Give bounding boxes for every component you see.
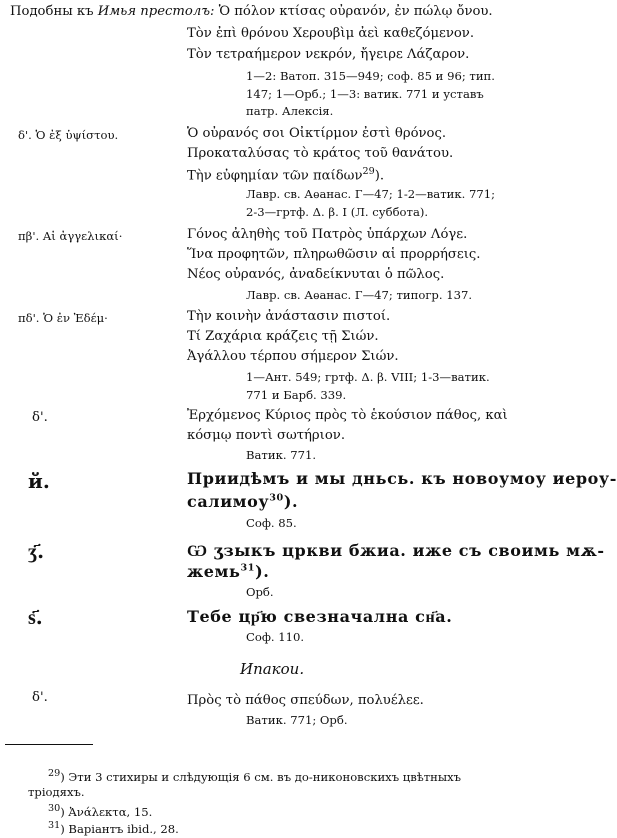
footnote-ref-29: 29 (362, 166, 375, 177)
header-greek-2: Τὸν ἐπὶ θρόνου Χερουβὶμ ἀεὶ καθεζόμενον. (187, 26, 475, 41)
block7-label: ѕ҃. (28, 605, 43, 629)
section-heading: Ипакои. (240, 660, 305, 678)
block3-label: πδ'. Ὁ ἐν Ἐδέμ· (18, 311, 108, 325)
block4-line-2: κόσμῳ ποντὶ σωτήριον. (187, 428, 346, 443)
block4-line-1: Ἐρχόμενος Κύριος πρὸς τὸ ἑκούσιον πάθος, καὶ (187, 408, 508, 423)
footnote-30 (48, 803, 152, 819)
block3-source-2: 771 и Барб. 339. (246, 388, 347, 402)
footnote-29-number: 29 (48, 768, 61, 779)
header-line-1 (10, 4, 493, 19)
block1-source-1: Лавр. св. Аѳанас. Г—47; 1-2—ватик. 771; (246, 187, 496, 201)
block2-label: πβ'. Αἱ ἀγγελικαί· (18, 229, 123, 243)
header-greek-1: Ὁ πόλον κτίσας οὐρανόν, ἐν πώλῳ ὄνου. (218, 4, 493, 19)
block2-line-2: Ἵνα προφητῶν, πληρωθῶσιν αἱ προρρήσεις. (187, 247, 481, 262)
footnote-30-number: 30 (48, 803, 61, 814)
block6-line-2 (187, 562, 269, 581)
footnote-31-number: 31 (48, 820, 61, 831)
block3-line-1: Τὴν κοινὴν ἀνάστασιν πιστοί. (187, 309, 391, 324)
block1-source-2: 2-3—гртф. Δ. β. I (Л. суббота). (246, 205, 429, 219)
header-source-3: патр. Алексія. (246, 104, 334, 118)
footnote-31-text: ) Варіантъ ibid., 28. (60, 821, 179, 836)
block7-line-1: Тебе цр҃ю свезначална сн҃а. (187, 607, 453, 626)
block4-source-1: Ватик. 771. (246, 448, 317, 462)
block1-label: δ'. Ὁ ἐξ ὑψίστου. (18, 128, 119, 142)
footnote-29-text-1: ) Эти 3 стихиры и слѣдующія 6 см. въ до-никоновскихъ цвѣтныхъ (60, 769, 462, 784)
block6-label: ӡ҃. (28, 539, 45, 563)
block7-source-1: Соф. 110. (246, 630, 305, 644)
block3-source-1: 1—Ант. 549; гртф. Δ. β. VIII; 1-3—ватик. (246, 370, 490, 384)
block5-label: й. (28, 469, 50, 493)
block4-label: δ'. (32, 410, 48, 425)
block2-line-3: Νέος οὐρανός, ἀναδείκνυται ὁ πῶλος. (187, 267, 445, 282)
block3-line-2: Τί Ζαχάρια κράζεις τῇ Σιών. (187, 329, 379, 344)
footnote-30-text: ) Ἀνάλεκτα, 15. (60, 804, 153, 819)
block5-line-2 (187, 492, 298, 511)
block2-line-1: Γόνος ἀληθὴς τοῦ Πατρὸς ὑπάρχων Λόγε. (187, 227, 468, 242)
block6-source-1: Орб. (246, 585, 274, 599)
block2-source-1: Лавр. св. Аѳанас. Г—47; типогр. 137. (246, 288, 473, 302)
block1-line-3-text: Τὴν εὐφημίαν τῶν παίδων (187, 168, 363, 184)
footnote-31 (48, 820, 179, 836)
footnote-ref-31: 31 (240, 562, 256, 574)
block5-line-1: Приидѣмъ и мы дньсь. къ новоумоу иероу- (187, 469, 617, 488)
block6-line-1: Ѡ ӡзыкъ цркви бжиа. иже съ своимь мѫ- (187, 541, 605, 560)
footnote-29-text-2: тріодяхъ. (28, 785, 85, 799)
header-source-1: 1—2: Ватоп. 315—949; соф. 85 и 96; тип. (246, 69, 495, 83)
header-prefix: Подобны къ (10, 4, 98, 19)
footnote-divider (5, 744, 93, 745)
footnote-29-line-1 (48, 768, 461, 784)
block6-line-2-text: жемь (187, 562, 241, 581)
header-greek-3: Τὸν τετραήμερον νεκρόν, ἤγειρε Λάζαρον. (187, 47, 470, 62)
block5-line-2-text: салимоу (187, 492, 270, 511)
block1-line-2: Προκαταλύσας τὸ κράτος τοῦ θανάτου. (187, 146, 454, 161)
header-source-2: 147; 1—Орб.; 1—3: ватик. 771 и уставъ (246, 87, 484, 101)
block3-line-3: Ἀγάλλου τέρπου σήμερον Σιών. (187, 349, 399, 364)
footnote-ref-30: 30 (269, 492, 284, 504)
block5-line-2-after: ). (283, 492, 299, 511)
block1-line-3-after: ). (374, 168, 385, 184)
block5-source-1: Соф. 85. (246, 516, 297, 530)
block8-label: δ'. (32, 690, 48, 705)
block8-line-1: Πρὸς τὸ πάθος σπεύδων, πολυέλεε. (187, 693, 424, 708)
block6-line-2-after: ). (255, 562, 270, 581)
header-italic: Имья престолъ: (97, 4, 215, 19)
block8-source-1: Ватик. 771; Орб. (246, 713, 348, 727)
block1-line-1: Ὁ οὐρανός σοι Οἰκτίρμον ἐστὶ θρόνος. (187, 126, 447, 141)
block1-line-3 (187, 166, 384, 183)
